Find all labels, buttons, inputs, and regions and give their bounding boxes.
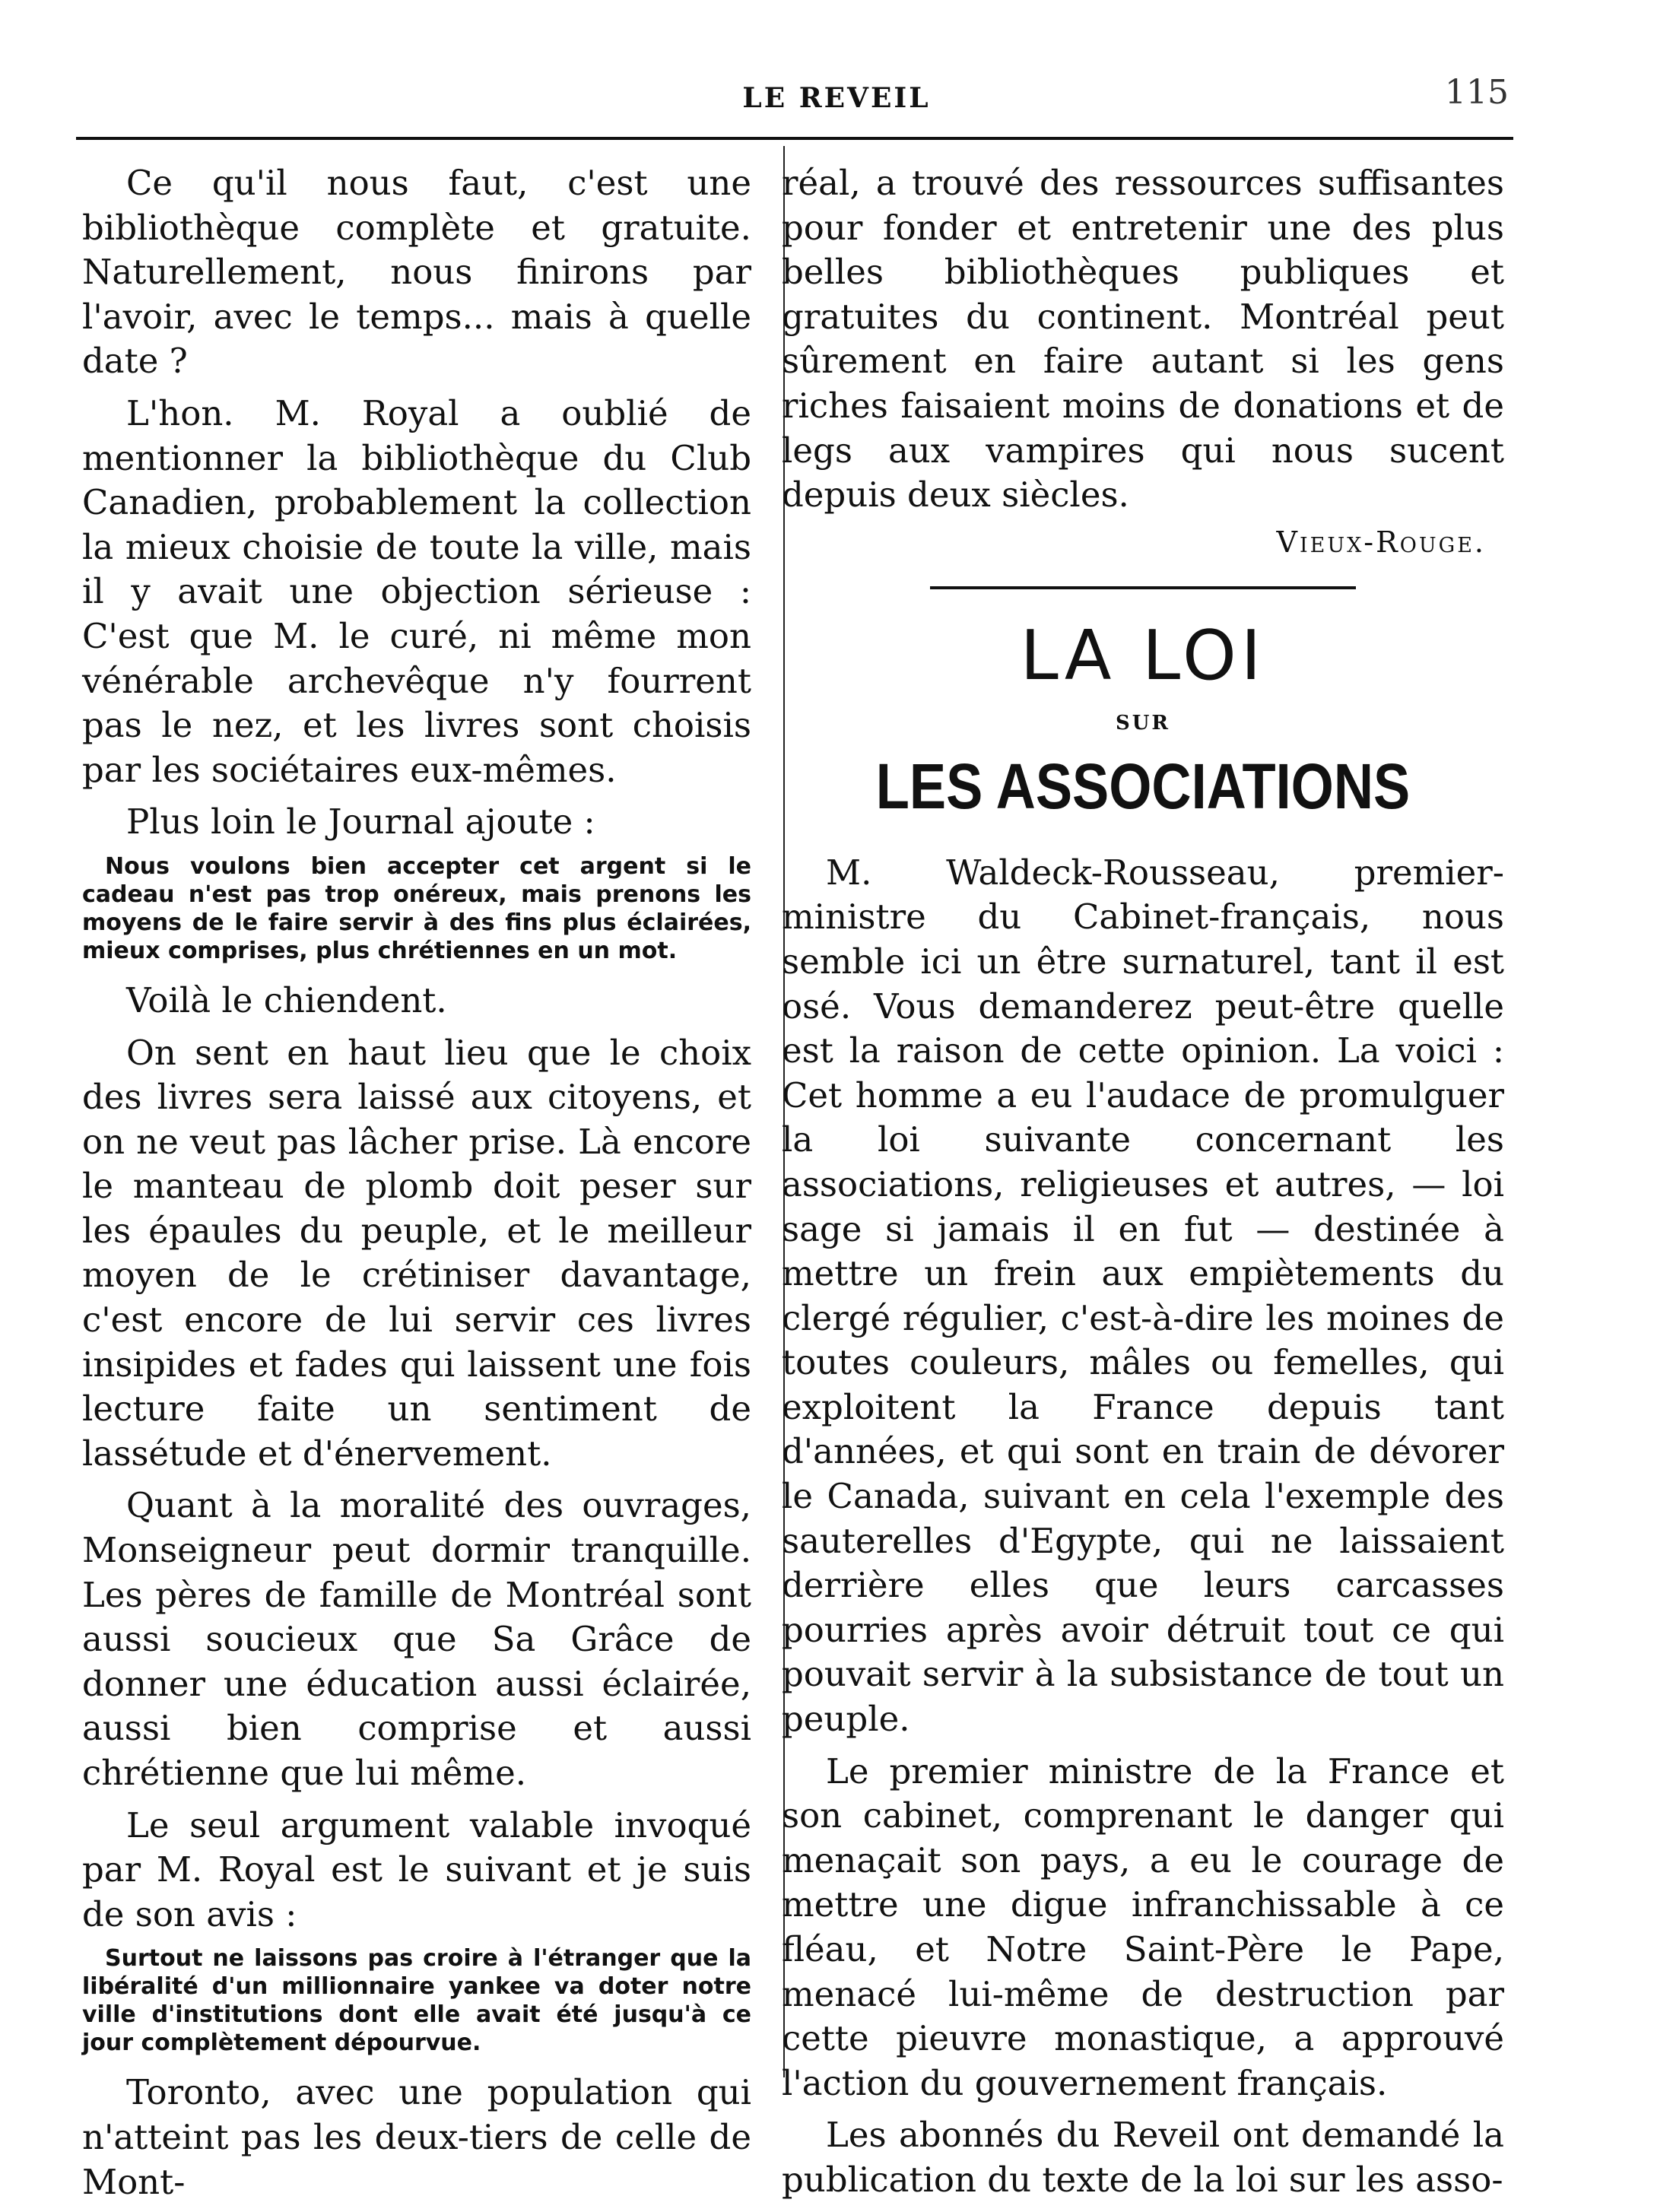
paragraph: L'hon. M. Royal a oublié de mentionner la bibliothèque du Club Canadien, probablement la collection la mieux choisie de toute la ville, mais il y avait une objection sérieuse : C'est que M. le curé, ni même mon vénérable archevêque n'y fourrent pas le nez, et les livres sont choisis par les sociétaires eux-mêmes.: [82, 392, 751, 790]
right-column: [782, 161, 1504, 2210]
block-quote: Surtout ne laissons pas croire à l'étranger que la libéralité d'un millionnaire yankee va doter notre ville d'institutions dont elle avait été jusqu'à ce jour complètement dépourvue.: [82, 1945, 751, 2057]
paragraph: Toronto, avec une population qui n'atteint pas les deux-tiers de celle de Mont-: [82, 2072, 751, 2202]
paragraph: réal, a trouvé des ressources suffisantes pour fonder et entretenir une des plus belles bibliothèques publiques et gratuites du continent. Montréal peut sûrement en faire autant si les gens riches faisaient moins de donations et de legs aux vampires qui nous sucent depuis deux siècles.: [782, 163, 1504, 516]
paragraph: Les abonnés du Reveil ont demandé la publication du texte de la loi sur les asso-: [782, 2115, 1504, 2200]
paragraph: Le seul argument valable invoqué par M. Royal est le suivant et je suis de son avis :: [82, 1804, 751, 1934]
signature: Vieux-Rouge.: [1276, 525, 1486, 559]
paragraph: On sent en haut lieu que le choix des livres sera laissé aux citoyens, et on ne veut pas lâcher prise. Là encore le manteau de plomb doit peser sur les épaules du peuple, et le meilleur moyen de le crétiniser davantage, c'est encore de lui servir ces livres insipides et fades qui laissent une fois lecture faite un sentiment de lassétude et d'énervement.: [82, 1032, 751, 1474]
article-title-line2: LES ASSOCIATIONS: [875, 750, 1411, 822]
header-rule: [76, 137, 1513, 140]
article-title-sur: SUR: [1115, 711, 1171, 735]
page-number: 115: [1445, 73, 1509, 112]
paragraph: Plus loin le Journal ajoute :: [126, 801, 595, 843]
paragraph: Le premier ministre de la France et son cabinet, comprenant le danger qui menaçait son pays, a eu le courage de mettre une digue infranchissable à ce fléau, et Notre Saint-Père le Pape, menacé lui-même de destruction par cette pieuvre monastique, a approuvé l'action du gouvernement français.: [782, 1750, 1504, 2103]
title-rule: [930, 586, 1356, 589]
paragraph: Quant à la moralité des ouvrages, Monseigneur peut dormir tranquille. Les pères de famille de Montréal sont aussi soucieux que Sa Grâce de donner une éducation aussi éclairée, aussi bien comprise et aussi chrétienne que lui même.: [82, 1485, 751, 1793]
article-title-line1: LA LOI: [1020, 615, 1266, 696]
block-quote: Nous voulons bien accepter cet argent si le cadeau n'est pas trop onéreux, mais prenons les moyens de le faire servir à des fins plus éclairées, mieux comprises, plus chrétiennes en un mot.: [82, 852, 751, 964]
running-title: LE REVEIL: [742, 82, 931, 114]
paragraph: Voilà le chiendent.: [126, 979, 447, 1020]
paragraph: M. Waldeck-Rousseau, premier-ministre du Cabinet-français, nous semble ici un être surnaturel, tant il est osé. Vous demanderez peut-être quelle est la raison de cette opinion. La voici : Cet homme a eu l'audace de promulguer la loi suivante concernant les associations, religieuses et autres, — loi sage si jamais il en fut — destinée à mettre un frein aux empiètements du clergé régulier, c'est-à-dire les moines de toutes couleurs, mâles ou femelles, qui exploitent la France depuis tant d'années, et qui sont en train de dévorer le Canada, suivant en cela l'exemple des sauterelles d'Egypte, qui ne laissaient derrière elles que leurs carcasses pourries après avoir détruit tout ce qui pouvait servir à la subsistance de tout un peuple.: [782, 852, 1504, 1740]
left-column: [82, 161, 751, 2212]
paragraph: Ce qu'il nous faut, c'est une bibliothèque complète et gratuite. Naturellement, nous finirons par l'avoir, avec le temps... mais à quelle date ?: [82, 163, 751, 382]
